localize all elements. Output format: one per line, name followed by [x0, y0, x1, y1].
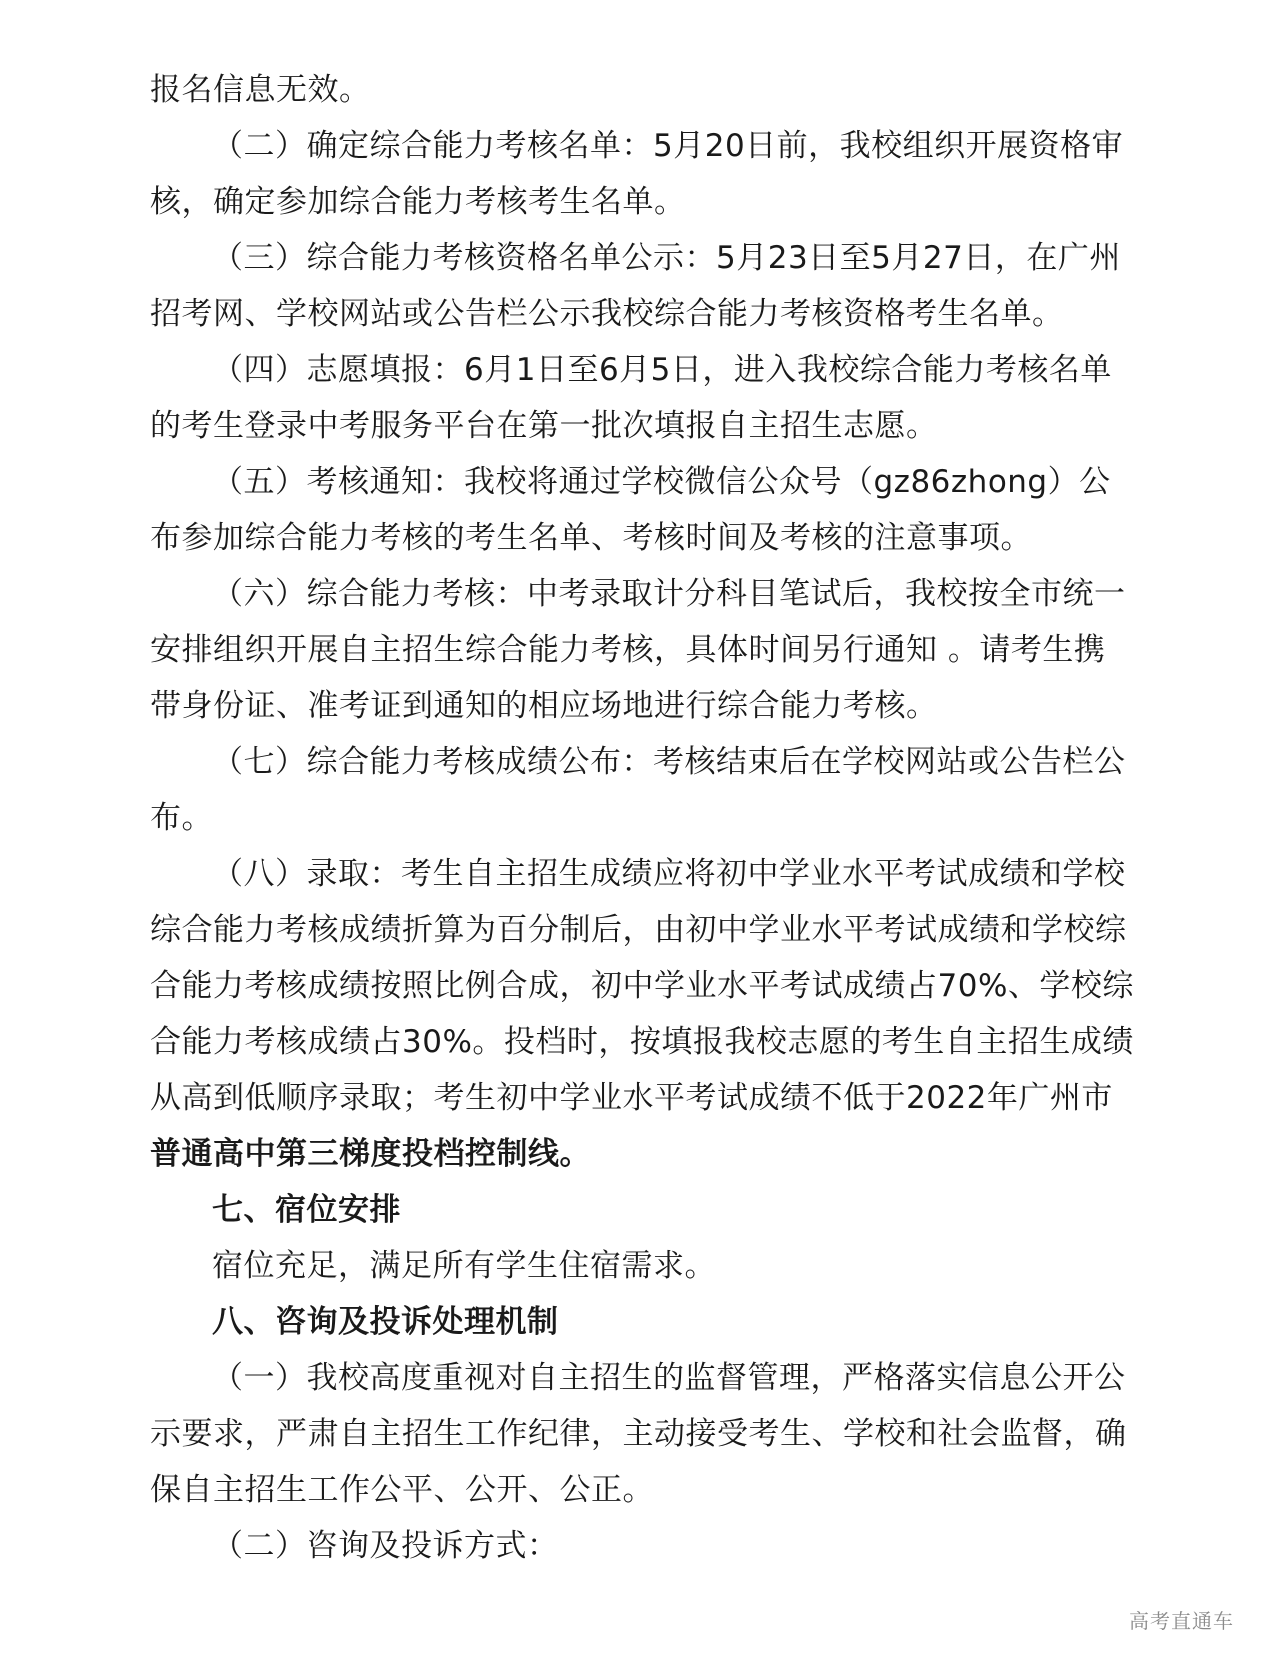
text-line: （五）考核通知：我校将通过学校微信公众号（gz86zhong）公: [212, 464, 1111, 500]
section-heading-consult: 八、咨询及投诉处理机制: [212, 1304, 559, 1340]
text-line: 合能力考核成绩按照比例合成，初中学业水平考试成绩占70%、学校综: [150, 968, 1134, 1004]
text-line: 布参加综合能力考核的考生名单、考核时间及考核的注意事项。: [150, 520, 1032, 556]
text-line: （三）综合能力考核资格名单公示：5月23日至5月27日，在广州: [212, 240, 1121, 276]
text-line: 安排组织开展自主招生综合能力考核，具体时间另行通知 。请考生携: [150, 632, 1106, 668]
text-line: （二）确定综合能力考核名单：5月20日前，我校组织开展资格审: [212, 128, 1124, 164]
text-line: 示要求，严肃自主招生工作纪律，主动接受考生、学校和社会监督，确: [150, 1416, 1127, 1452]
text-line: （七）综合能力考核成绩公布：考核结束后在学校网站或公告栏公: [212, 744, 1126, 780]
text-line-bold: 普通高中第三梯度投档控制线。: [150, 1136, 591, 1172]
text-line: 带身份证、准考证到通知的相应场地进行综合能力考核。: [150, 688, 938, 724]
watermark: 高考直通车: [1129, 1609, 1234, 1633]
text-line: 招考网、学校网站或公告栏公示我校综合能力考核资格考生名单。: [150, 296, 1064, 332]
text-line: （六）综合能力考核：中考录取计分科目笔试后，我校按全市统一: [212, 576, 1126, 612]
text-line: 合能力考核成绩占30%。投档时，按填报我校志愿的考生自主招生成绩: [150, 1024, 1134, 1060]
text-line: （一）我校高度重视对自主招生的监督管理，严格落实信息公开公: [212, 1360, 1126, 1396]
section-heading-dorm: 七、宿位安排: [212, 1192, 401, 1228]
text-line: （八）录取：考生自主招生成绩应将初中学业水平考试成绩和学校: [212, 856, 1126, 892]
text-line: 核，确定参加综合能力考核考生名单。: [150, 184, 686, 220]
text-line: 综合能力考核成绩折算为百分制后，由初中学业水平考试成绩和学校综: [150, 912, 1127, 948]
text-line: （二）咨询及投诉方式：: [212, 1528, 559, 1564]
text-line: 宿位充足，满足所有学生住宿需求。: [212, 1248, 716, 1284]
document-body: [150, 62, 1140, 1574]
text-line: 保自主招生工作公平、公开、公正。: [150, 1472, 654, 1508]
text-line: 的考生登录中考服务平台在第一批次填报自主招生志愿。: [150, 408, 938, 444]
text-line: 报名信息无效。: [150, 72, 371, 108]
text-line: 从高到低顺序录取；考生初中学业水平考试成绩不低于2022年广州市: [150, 1080, 1113, 1116]
text-line: 布。: [150, 800, 213, 836]
text-line: （四）志愿填报：6月1日至6月5日，进入我校综合能力考核名单: [212, 352, 1112, 388]
